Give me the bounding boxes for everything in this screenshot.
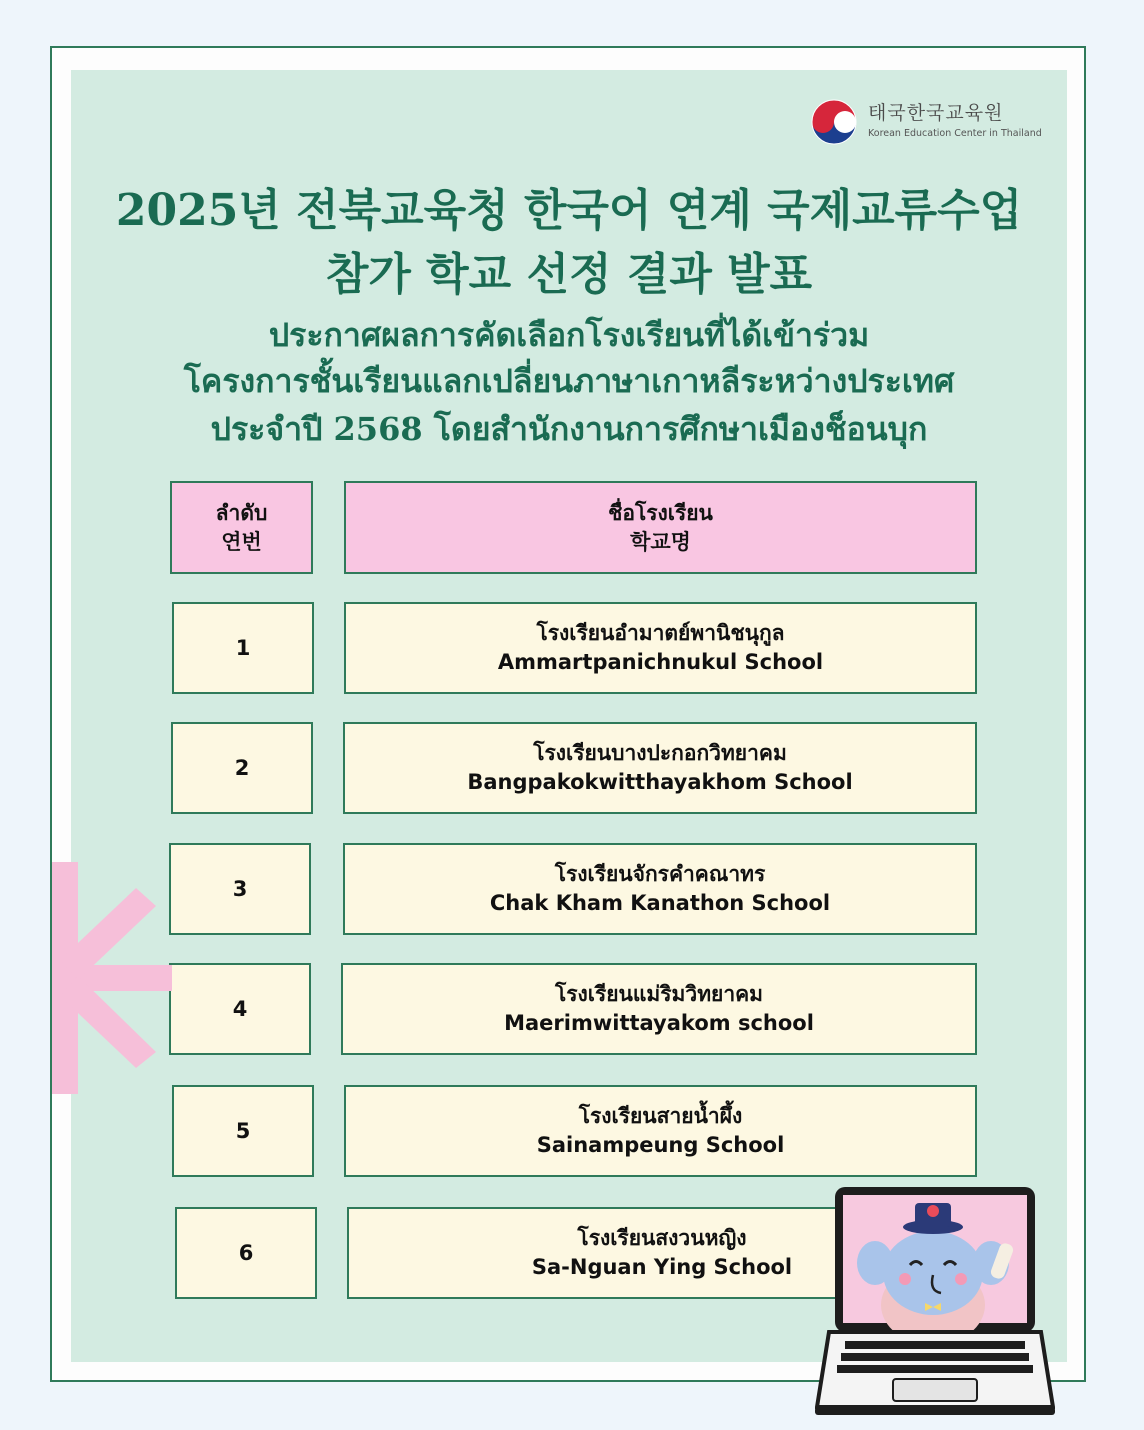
header-number-th: ลำดับ [215,500,268,525]
title-ko-line1: 2025년 전북교육청 한국어 연계 국제교류수업 [115,185,1023,236]
row-number: 6 [238,1240,254,1265]
header-cell-school-name [344,481,977,574]
school-name-en: Bangpakokwitthayakhom School [467,770,853,794]
school-name-th: โรงเรียนสายน้ำผึ้ง [578,1104,743,1129]
title-th-line1: ประกาศผลการคัดเลือกโรงเรียนที่ได้เข้าร่วม [268,316,870,354]
school-name-en: Sainampeung School [536,1133,785,1157]
laptop-mascot-icon [815,1185,1055,1417]
taegeuk-logo-icon [810,98,858,146]
row-number: 5 [235,1118,251,1143]
table-row-school [341,963,977,1055]
table-row-school [344,602,977,694]
title-ko-line2: 참가 학교 선정 결과 발표 [325,249,813,300]
table-row-number [172,602,314,694]
school-name-th: โรงเรียนแม่ริมวิทยาคม [554,982,764,1007]
table-row-number [169,963,311,1055]
row-number: 2 [234,755,250,780]
header-cell-number [170,481,313,574]
school-name-th: โรงเรียนสงวนหญิง [577,1226,747,1251]
row-number: 1 [235,635,251,660]
school-name-en: Chak Kham Kanathon School [489,891,831,915]
table-row-school [343,722,977,814]
row-number: 3 [232,876,248,901]
table-row-school [343,843,977,935]
org-logo [810,96,1050,146]
table-row-school [344,1085,977,1177]
school-name-en: Maerimwittayakom school [504,1011,814,1035]
header-name-ko: 학교명 [630,529,691,554]
header-number-ko: 연번 [221,529,262,554]
table-row-number [171,722,313,814]
org-name-ko: 태국한국교육원 [868,102,1004,124]
title-th-line3: ประจำปี 2568 โดยสำนักงานการศึกษาเมืองช็อนบุก [210,410,928,448]
table-row-number [175,1207,317,1299]
header-name-th: ชื่อโรงเรียน [608,500,713,525]
school-name-en: Ammartpanichnukul School [497,650,824,674]
school-name-en: Sa-Nguan Ying School [531,1255,793,1279]
k-asterisk-decor-icon [52,862,172,1094]
row-number: 4 [232,996,248,1021]
org-name-en: Korean Education Center in Thailand [868,128,1042,139]
school-name-th: โรงเรียนอำมาตย์พานิชนุกูล [536,621,785,646]
school-name-th: โรงเรียนจักรคำคณาทร [554,862,766,887]
table-row-number [169,843,311,935]
title-th-line2: โครงการชั้นเรียนแลกเปลี่ยนภาษาเกาหลีระหว่างประเทศ [183,362,955,400]
table-row-number [172,1085,314,1177]
school-name-th: โรงเรียนบางปะกอกวิทยาคม [533,741,787,766]
